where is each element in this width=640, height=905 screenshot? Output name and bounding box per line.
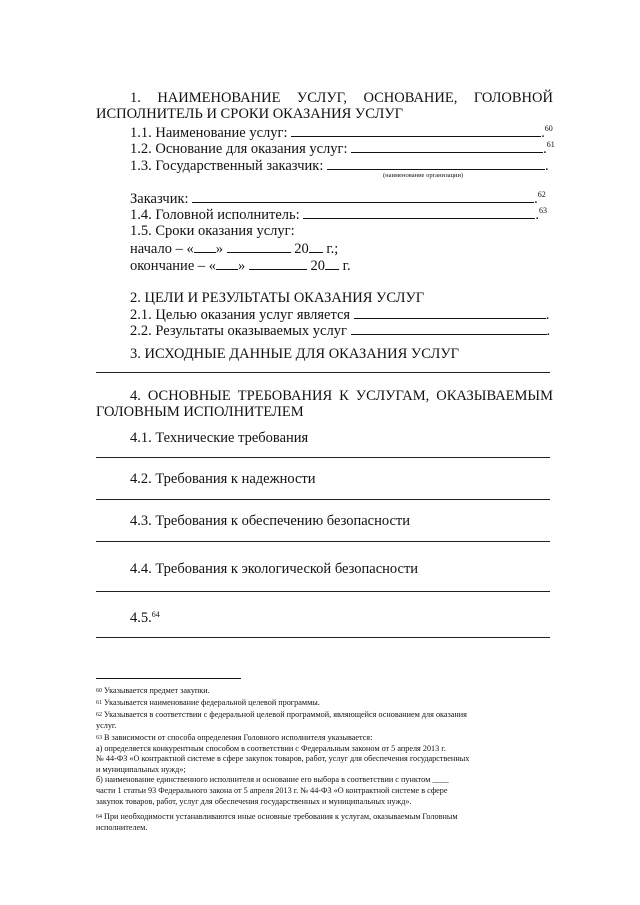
state-customer-label: 1.3. Государственный заказчик: bbox=[130, 158, 324, 174]
results-field: 2.2. Результаты оказываемых услуг . bbox=[130, 323, 551, 339]
footnote-61: $^{61}$ Указывается наименование федеральной целевой программы. bbox=[96, 698, 320, 707]
eco-safety-req-blank[interactable] bbox=[96, 591, 550, 592]
end-day-blank[interactable] bbox=[216, 257, 238, 270]
section-4-heading: 4. ОСНОВНЫЕ ТРЕБОВАНИЯ К УСЛУГАМ, ОКАЗЫВАЕМЫМ bbox=[130, 388, 553, 404]
head-contractor-field: 1.4. Головной исполнитель: .$^{63}$ bbox=[130, 206, 547, 223]
goal-field: 2.1. Целью оказания услуг является . bbox=[130, 307, 550, 323]
customer-field: Заказчик: .$^{62}$ bbox=[130, 190, 546, 207]
footnote-64: $^{64}$ При необходимости устанавливаются иные основные требования к услугам, оказываемым Головным исполнителем. bbox=[96, 812, 458, 832]
basis-blank[interactable] bbox=[351, 140, 543, 153]
section-1-heading: 1. НАИМЕНОВАНИЕ УСЛУГ, ОСНОВАНИЕ, ГОЛОВНОЙ bbox=[130, 90, 553, 106]
basis-label: 1.2. Основание для оказания услуг: bbox=[130, 141, 348, 157]
start-year-blank[interactable] bbox=[309, 240, 323, 253]
start-date-field: начало – « » 20 г.; bbox=[130, 241, 339, 257]
reliability-req-blank[interactable] bbox=[96, 499, 550, 500]
other-req-blank[interactable] bbox=[96, 637, 550, 638]
footnote-ref-62: 62 bbox=[537, 190, 546, 199]
start-day-blank[interactable] bbox=[194, 240, 216, 253]
customer-blank[interactable] bbox=[192, 190, 534, 203]
safety-req-label: 4.3. Требования к обеспечению безопасности bbox=[130, 513, 411, 529]
section-2-heading: 2. ЦЕЛИ И РЕЗУЛЬТАТЫ ОКАЗАНИЯ УСЛУГ bbox=[130, 290, 425, 306]
footnote-ref-60: 60 bbox=[544, 124, 553, 133]
start-month-blank[interactable] bbox=[227, 240, 291, 253]
basis-field: 1.2. Основание для оказания услуг: .$^{61}$ bbox=[130, 140, 555, 157]
terms-label: 1.5. Сроки оказания услуг: bbox=[130, 223, 295, 239]
technical-req-blank[interactable] bbox=[96, 457, 550, 458]
goal-label: 2.1. Целью оказания услуг является bbox=[130, 307, 351, 323]
service-name-label: 1.1. Наименование услуг: bbox=[130, 125, 288, 141]
service-name-blank[interactable] bbox=[291, 124, 541, 137]
footnote-60: $^{60}$ Указывается предмет закупки. bbox=[96, 686, 210, 695]
goal-blank[interactable] bbox=[354, 306, 546, 319]
service-name-field: 1.1. Наименование услуг: .$^{60}$ bbox=[130, 124, 553, 141]
results-label: 2.2. Результаты оказываемых услуг bbox=[130, 323, 347, 339]
section-3-heading: 3. ИСХОДНЫЕ ДАННЫЕ ДЛЯ ОКАЗАНИЯ УСЛУГ bbox=[130, 346, 459, 362]
state-customer-blank[interactable] bbox=[327, 157, 545, 170]
end-year-blank[interactable] bbox=[325, 257, 339, 270]
end-month-blank[interactable] bbox=[249, 257, 307, 270]
results-blank[interactable] bbox=[351, 322, 547, 335]
other-req-label: 4.5.64 bbox=[130, 610, 160, 626]
reliability-req-label: 4.2. Требования к надежности bbox=[130, 471, 316, 487]
safety-req-blank[interactable] bbox=[96, 541, 550, 542]
technical-req-label: 4.1. Технические требования bbox=[130, 430, 309, 446]
section-1-heading-cont: ИСПОЛНИТЕЛЬ И СРОКИ ОКАЗАНИЯ УСЛУГ bbox=[96, 106, 403, 122]
footnote-63: $^{63}$ В зависимости от способа определения Головного исполнителя указывается: а) определяется конкурентным способом в соответствии с Федеральным законом от 5 апреля 2013 г. № 44-ФЗ «О контрактной системе в сфере закупок товаров, работ, услуг для обеспечения государственных и муниципальных нужд»; б) наименование единственного исполнителя и основание его выбора в соответствии с пунктом ____ части 1 статьи 93 Федерального закона от 5 апреля 2013 г. № 44-ФЗ «О контрактной системе в сфере закупок товаров, работ, услуг для обеспечения государственных и муниципальных нужд». bbox=[96, 733, 470, 806]
footnote-ref-61: 61 bbox=[546, 140, 555, 149]
eco-safety-req-label: 4.4. Требования к экологической безопасности bbox=[130, 561, 419, 577]
footnote-62: $^{62}$ Указывается в соответствии с федеральной целевой программой, являющейся основанием для оказания услуг. bbox=[96, 710, 467, 730]
end-date-field: окончание – « » 20 г. bbox=[130, 258, 351, 274]
footnote-ref-63: 63 bbox=[538, 206, 547, 215]
initial-data-blank[interactable] bbox=[96, 372, 550, 373]
section-4-heading-cont: ГОЛОВНЫМ ИСПОЛНИТЕЛЕМ bbox=[96, 404, 304, 420]
customer-label: Заказчик: bbox=[130, 191, 189, 207]
head-contractor-label: 1.4. Головной исполнитель: bbox=[130, 207, 300, 223]
org-name-caption: (наименование организации) bbox=[383, 172, 464, 179]
head-contractor-blank[interactable] bbox=[303, 206, 535, 219]
footnote-separator bbox=[96, 678, 241, 679]
footnote-ref-64: 64 bbox=[151, 610, 160, 619]
state-customer-field: 1.3. Государственный заказчик: . bbox=[130, 158, 549, 174]
